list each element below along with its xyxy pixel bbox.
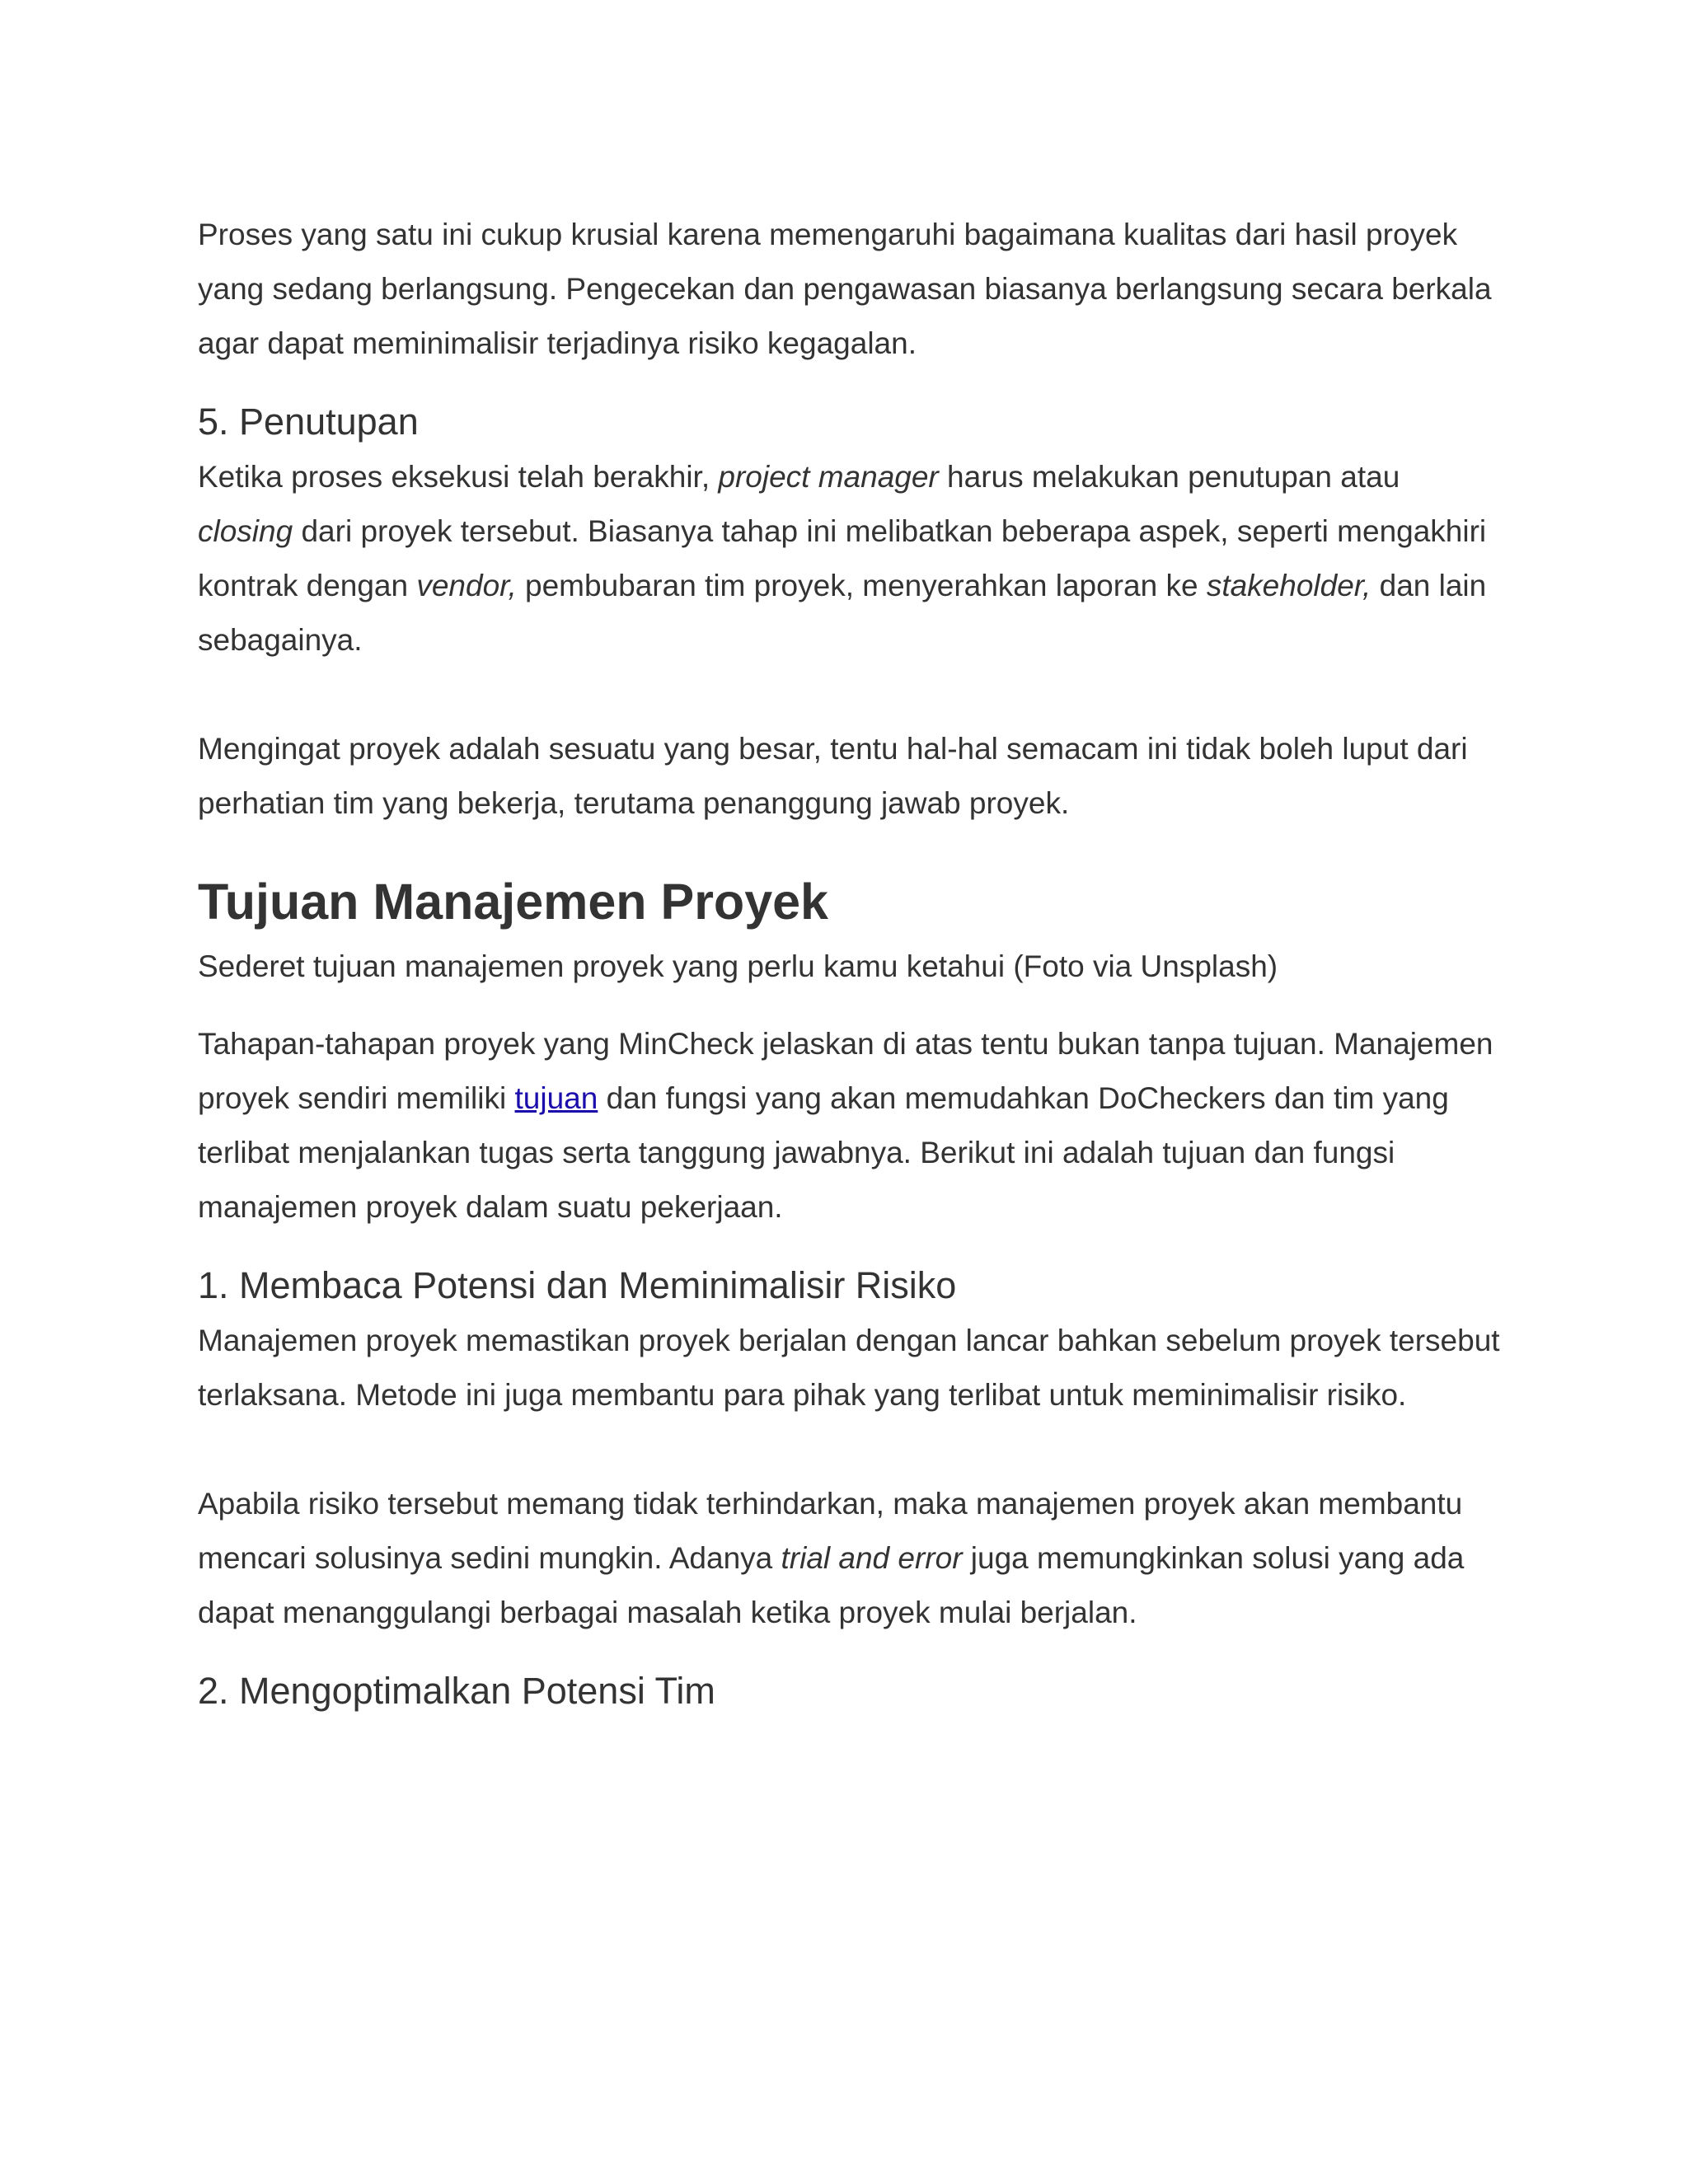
paragraph-proses: Proses yang satu ini cukup krusial karena memengaruhi bagaimana kualitas dari hasil proyek yang sedang berlangsung. Pengecekan dan pengawasan biasanya berlangsung secara berkala agar dapat meminimalisir terjadinya risiko kegagalan. <box>198 218 1492 360</box>
text-run: pembubaran tim proyek, menyerahkan laporan ke <box>516 569 1207 602</box>
paragraph-mengingat: Mengingat proyek adalah sesuatu yang besar, tentu hal-hal semacam ini tidak boleh luput dari perhatian tim yang bekerja, terutama penanggung jawab proyek. <box>198 732 1468 820</box>
emphasis-vendor: vendor, <box>416 569 517 602</box>
emphasis-stakeholder: stakeholder, <box>1206 569 1372 602</box>
emphasis-project-manager: project manager <box>718 460 939 494</box>
heading-tujuan-manajemen-proyek: Tujuan Manajemen Proyek <box>198 874 828 930</box>
image-caption: Sederet tujuan manajemen proyek yang perlu kamu ketahui (Foto via Unsplash) <box>198 949 1278 983</box>
text-run: dan lain sebagainya. <box>198 569 1487 657</box>
text-run: Ketika proses eksekusi telah berakhir, <box>198 460 719 494</box>
emphasis-closing: closing <box>198 514 293 548</box>
heading-mengoptimalkan-potensi: 2. Mengoptimalkan Potensi Tim <box>198 1670 715 1712</box>
heading-penutupan: 5. Penutupan <box>198 401 419 443</box>
text-run: harus melakukan penutupan atau <box>938 460 1400 494</box>
paragraph-apabila <box>198 1477 1500 1640</box>
emphasis-trial-and-error: trial and error <box>781 1541 963 1575</box>
text-run: Tahapan-tahapan proyek yang MinCheck jelaskan di atas tentu bukan tanpa tujuan. Manajemen proyek sendiri memiliki <box>198 1027 1493 1115</box>
paragraph-penutupan <box>198 450 1500 668</box>
paragraph-tahapan <box>198 1017 1500 1235</box>
text-run: dan fungsi yang akan memudahkan DoCheckers dan tim yang terlibat menjalankan tugas serta tanggung jawabnya. Berikut ini adalah tujuan dan fungsi manajemen proyek dalam suatu pekerjaan. <box>198 1081 1449 1224</box>
heading-membaca-potensi: 1. Membaca Potensi dan Meminimalisir Risiko <box>198 1264 957 1306</box>
text-run: Apabila risiko tersebut memang tidak terhindarkan, maka manajemen proyek akan membantu mencari solusinya sedini mungkin. Adanya <box>198 1487 1463 1575</box>
text-run: dari proyek tersebut. Biasanya tahap ini melibatkan beberapa aspek, seperti mengakhiri kontrak dengan <box>198 514 1487 602</box>
tujuan-link[interactable]: tujuan <box>514 1081 598 1115</box>
paragraph-manajemen-memastikan: Manajemen proyek memastikan proyek berjalan dengan lancar bahkan sebelum proyek tersebut terlaksana. Metode ini juga membantu para pihak yang terlibat untuk meminimalisir risiko. <box>198 1324 1500 1412</box>
document-page <box>198 208 1500 1719</box>
text-run: juga memungkinkan solusi yang ada dapat menanggulangi berbagai masalah ketika proyek mulai berjalan. <box>198 1541 1465 1629</box>
